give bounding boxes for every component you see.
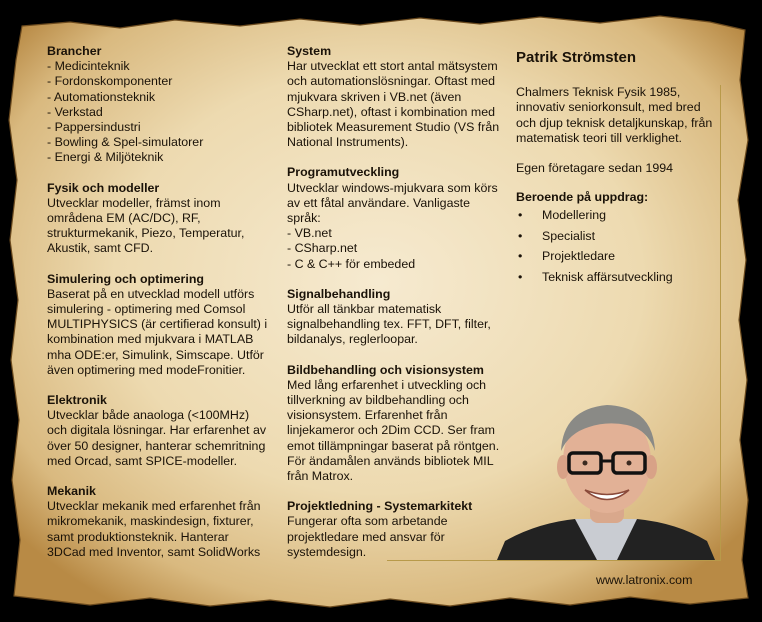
- heading-elektronik: Elektronik: [47, 393, 107, 408]
- section-bild: [287, 363, 507, 485]
- portrait-photo: [497, 395, 715, 560]
- intro: [516, 85, 726, 146]
- text-line: bildanalys, reglerloopar.: [287, 332, 418, 347]
- role-item: [516, 208, 726, 223]
- text-line: mikromekanik, maskindesign, fixturer,: [47, 514, 254, 529]
- section-branscher: [47, 44, 279, 166]
- decorative-horizontal-rule: [387, 560, 721, 561]
- bullet-icon: •: [518, 228, 523, 243]
- right-column: [516, 44, 726, 290]
- text-line: bibliotek Measurement Studio (VS från: [287, 120, 500, 135]
- text-line: projektledare med ansvar för: [287, 529, 445, 544]
- text-line: och automationslösningar. Oftast med: [287, 74, 496, 89]
- heading-simulering: Simulering och optimering: [47, 271, 204, 286]
- text-line: Fungerar ofta som arbetande: [287, 514, 448, 529]
- text-line: linjekameror och 2Dim CCD. Ser fram: [287, 423, 495, 438]
- section-elektronik: [47, 393, 279, 469]
- roles-list: [516, 208, 726, 284]
- text-line: National Instruments).: [287, 135, 409, 150]
- left-column: [47, 44, 279, 575]
- heading-system: System: [287, 44, 332, 58]
- text-line: och djup teknisk detaljkunskap, från: [516, 115, 713, 130]
- text-line: Har utvecklat ett stort antal mätsystem: [287, 59, 498, 74]
- section-projekt: [287, 499, 507, 560]
- text-line: över 50 designer, hanterar schemritning: [47, 438, 266, 453]
- section-fysik: [47, 181, 279, 257]
- text-line: Akustik, samt CFD.: [47, 241, 154, 256]
- role-label: Modellering: [542, 208, 607, 223]
- role-label: Projektledare: [542, 249, 616, 264]
- heading-signal: Signalbehandling: [287, 286, 391, 301]
- text-line: även optimering med modeFronitier.: [47, 362, 246, 377]
- section-system: [287, 44, 507, 150]
- text-line: tillverkning av bildbehandling och: [287, 393, 469, 408]
- branch-item: - Verkstad: [47, 104, 103, 119]
- heading-mekanik: Mekanik: [47, 484, 96, 499]
- section-program: [287, 165, 507, 271]
- text-line: kombination med mjukvara i MATLAB: [47, 332, 254, 347]
- text-line: - C & C++ för embeded: [287, 256, 416, 271]
- section-simulering: [47, 272, 279, 378]
- branch-item: - Fordonskomponenter: [47, 74, 173, 89]
- role-label: Specialist: [542, 228, 596, 243]
- section-mekanik: [47, 484, 279, 560]
- decorative-vertical-rule: [720, 85, 721, 560]
- bullet-icon: •: [518, 269, 523, 284]
- text-line: CSharp.net), oftast i kombination med: [287, 104, 495, 119]
- text-line: Baserat på en utvecklad modell utförs: [47, 286, 255, 301]
- text-line: MULTIPHYSICS (är certifierad konsult) i: [47, 317, 268, 332]
- text-line: med Orcad, samt SPICE-modeller.: [47, 453, 238, 468]
- text-line: För ändamålen används bibliotek MIL: [287, 453, 494, 468]
- text-line: 3DCad med Inventor, samt SolidWorks: [47, 544, 261, 559]
- text-line: simulering - optimering med Comsol: [47, 302, 246, 317]
- text-line: - CSharp.net: [287, 241, 358, 256]
- role-item: [516, 270, 726, 285]
- text-line: emot tillämpningar baserat på röntgen.: [287, 438, 500, 453]
- text-line: mha ODE:er, Simulink, Simscape. Utför: [47, 347, 264, 362]
- text-line: från Matrox.: [287, 469, 354, 484]
- text-line: Utvecklar modeller, främst inom: [47, 195, 221, 210]
- heading-projekt: Projektledning - Systemarkitekt: [287, 499, 473, 514]
- text-line: Utvecklar både anaologa (<100MHz): [47, 408, 250, 423]
- person-name: Patrik Strömsten: [516, 49, 637, 66]
- text-line: Med lång erfarenhet i utveckling och: [287, 377, 487, 392]
- text-line: av ett fåtal användare. Vanligaste: [287, 195, 470, 210]
- text-line: Utvecklar windows-mjukvara som körs: [287, 180, 498, 195]
- bullet-icon: •: [518, 249, 523, 264]
- text-line: språk:: [287, 211, 321, 226]
- text-line: signalbehandling tex. FFT, DFT, filter,: [287, 317, 491, 332]
- text-line: - VB.net: [287, 226, 332, 241]
- text-line: och digitala lösningar. Har erfarenhet av: [47, 423, 267, 438]
- bullet-icon: •: [518, 208, 523, 223]
- website-link[interactable]: www.latronix.com: [596, 573, 693, 587]
- text-line: Utvecklar mekanik med erfarenhet från: [47, 499, 261, 514]
- heading-bild: Bildbehandling och visionsystem: [287, 362, 484, 377]
- text-line: samt produktionsteknik. Hanterar: [47, 529, 229, 544]
- text-line: Chalmers Teknisk Fysik 1985,: [516, 85, 681, 100]
- text-line: mjukvara skriven i VB.net (även: [287, 89, 462, 104]
- role-item: [516, 229, 726, 244]
- heading-program: Programutveckling: [287, 165, 400, 180]
- heading-fysik: Fysik och modeller: [47, 180, 160, 195]
- text-line: visionsystem. Erfarenhet från: [287, 408, 448, 423]
- text-line: strukturmekanik, Piezo, Temperatur,: [47, 226, 245, 241]
- middle-column: [287, 44, 507, 575]
- text-line: innovativ seniorkonsult, med bred: [516, 100, 701, 115]
- branch-item: - Bowling & Spel-simulatorer: [47, 135, 204, 150]
- roles-heading: Beroende på uppdrag:: [516, 190, 649, 205]
- branch-item: - Pappersindustri: [47, 120, 141, 135]
- text-line: Utför all tänkbar matematisk: [287, 302, 442, 317]
- since-text: Egen företagare sedan 1994: [516, 161, 674, 176]
- text-line: systemdesign.: [287, 544, 367, 559]
- branch-item: - Automationsteknik: [47, 89, 156, 104]
- text-line: områdena EM (AC/DC), RF,: [47, 211, 201, 226]
- role-item: [516, 249, 726, 264]
- branch-item: - Medicinteknik: [47, 59, 130, 74]
- text-line: matematisk teori till verklighet.: [516, 130, 682, 145]
- role-label: Teknisk affärsutveckling: [542, 269, 673, 284]
- branch-item: - Energi & Miljöteknik: [47, 150, 164, 165]
- section-signal: [287, 287, 507, 348]
- heading-branscher: Brancher: [47, 44, 102, 58]
